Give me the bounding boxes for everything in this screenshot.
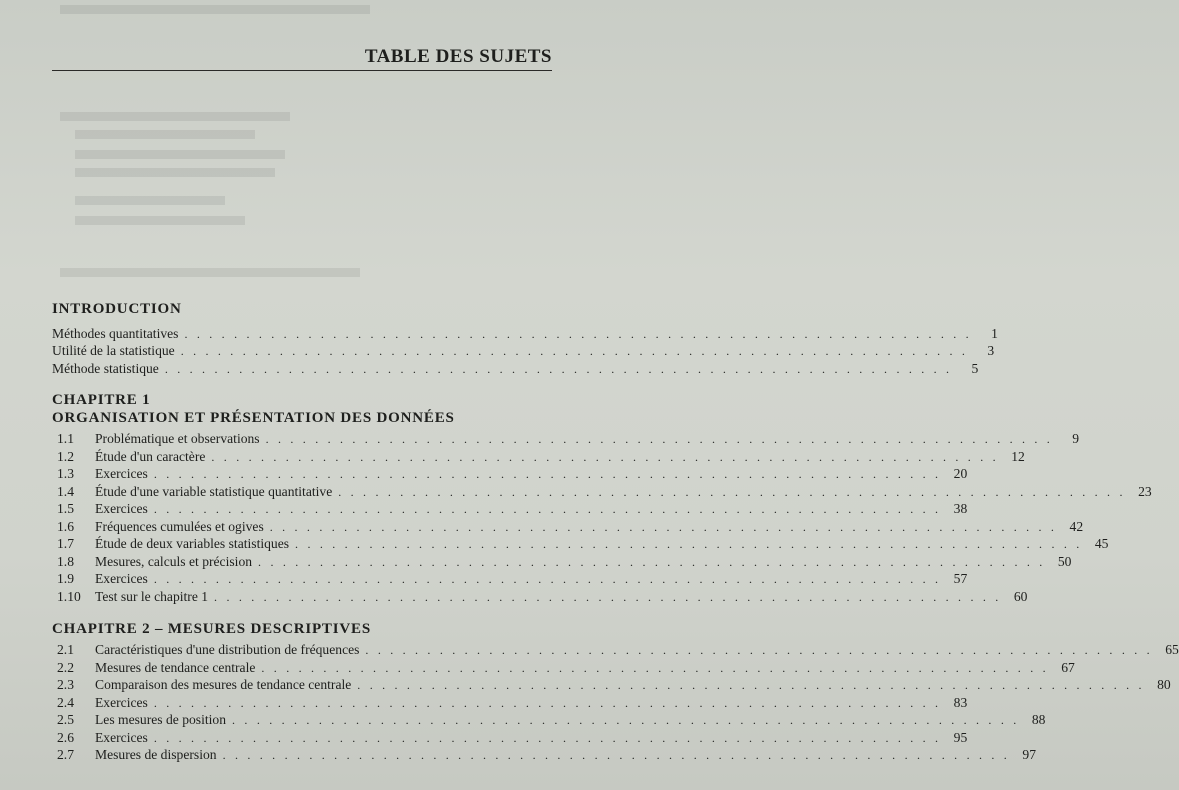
entry-page: 23 bbox=[1138, 483, 1152, 499]
entry-page: 9 bbox=[1072, 431, 1080, 446]
entry-label: Fréquences cumulées et ogives bbox=[95, 518, 264, 534]
entry-number: 1.8 bbox=[57, 553, 74, 569]
entry-page: 65 bbox=[1165, 642, 1179, 657]
entry-label: Mesures de dispersion bbox=[95, 747, 217, 762]
entry-label: Méthodes quantitatives bbox=[52, 325, 179, 341]
entry-number: 1.10 bbox=[57, 588, 81, 604]
page-title: TABLE DES SUJETS bbox=[364, 46, 552, 67]
entry-number: 1.7 bbox=[57, 536, 74, 551]
dot-leader: . . . . . . . . . . . . . . . . . . . . . . . . . . . . . . . . . . . . . . . . . . . . . . . . . . . . . . . . . . . . . . . . bbox=[153, 502, 942, 516]
entry-page: 95 bbox=[953, 729, 968, 745]
entry-page: 5 bbox=[971, 360, 979, 376]
entry-page: 60 bbox=[1013, 588, 1028, 604]
entry-page: 3 bbox=[987, 343, 995, 358]
toc-entry bbox=[52, 482, 1152, 500]
dot-leader: . . . . . . . . . . . . . . . . . . . . . . . . . . . . . . . . . . . . . . . . . . . . . . . . . . . . . . . . . . . . . . . . bbox=[365, 643, 1153, 657]
entry-number: 1.9 bbox=[57, 571, 74, 586]
dot-leader: . . . . . . . . . . . . . . . . . . . . . . . . . . . . . . . . . . . . . . . . . . . . . . . . . . . . . . . . . . . . . . . . bbox=[357, 678, 1145, 692]
toc-entry bbox=[52, 430, 1080, 448]
toc-entry bbox=[52, 587, 1028, 605]
page-header bbox=[52, 40, 552, 71]
dot-leader: . . . . . . . . . . . . . . . . . . . . . . . . . . . . . . . . . . . . . . . . . . . . . . . . . . . . . . . . . . . . . . . . bbox=[153, 730, 942, 745]
entry-label: Mesures, calculs et précision bbox=[95, 553, 253, 569]
dot-leader: . . . . . . . . . . . . . . . . . . . . . . . . . . . . . . . . . . . . . . . . . . . . . . . . . . . . . . . . . . . . . . . . bbox=[265, 432, 1054, 446]
toc-entry bbox=[52, 517, 1084, 535]
entry-label: Comparaison des mesures de tendance centrale bbox=[95, 677, 352, 692]
table-of-contents bbox=[52, 300, 1179, 763]
chapter-1-title: ORGANISATION ET PRÉSENTATION DES DONNÉES bbox=[52, 409, 455, 426]
toc-entry bbox=[52, 359, 979, 377]
chapter-1-heading: CHAPITRE 1 bbox=[52, 391, 151, 408]
entry-label: Étude d'un caractère bbox=[95, 448, 206, 464]
toc-entry bbox=[52, 552, 1072, 570]
entry-number: 2.4 bbox=[57, 694, 74, 710]
entry-label: Exercices bbox=[95, 571, 148, 586]
entry-label: Exercices bbox=[95, 466, 148, 481]
toc-entry bbox=[52, 746, 1036, 764]
dot-leader: . . . . . . . . . . . . . . . . . . . . . . . . . . . . . . . . . . . . . . . . . . . . . . . . . . . . . . . . . . . . . . . . bbox=[258, 554, 1046, 569]
toc-entry bbox=[52, 693, 968, 711]
dot-leader: . . . . . . . . . . . . . . . . . . . . . . . . . . . . . . . . . . . . . . . . . . . . . . . . . . . . . . . . . . . . . . . . bbox=[269, 519, 1058, 534]
entry-page: 42 bbox=[1069, 518, 1084, 534]
entry-number: 2.6 bbox=[57, 729, 74, 745]
chapter-2-entries bbox=[52, 641, 1179, 764]
entry-number: 2.7 bbox=[57, 747, 74, 762]
entry-page: 97 bbox=[1022, 747, 1036, 762]
entry-page: 12 bbox=[1011, 448, 1025, 464]
dot-leader: . . . . . . . . . . . . . . . . . . . . . . . . . . . . . . . . . . . . . . . . . . . . . . . . . . . . . . . . . . . . . . . . bbox=[222, 748, 1010, 762]
entry-page: 80 bbox=[1157, 677, 1171, 692]
toc-entry bbox=[52, 465, 968, 483]
dot-leader: . . . . . . . . . . . . . . . . . . . . . . . . . . . . . . . . . . . . . . . . . . . . . . . . . . . . . . . . . . . . . . . . bbox=[295, 537, 1083, 551]
toc-entry bbox=[52, 658, 1075, 676]
dot-leader: . . . . . . . . . . . . . . . . . . . . . . . . . . . . . . . . . . . . . . . . . . . . . . . . . . . . . . . . . . . . . . . . bbox=[211, 449, 999, 464]
entry-page: 50 bbox=[1057, 553, 1072, 569]
entry-number: 2.2 bbox=[57, 659, 74, 675]
entry-label: Utilité de la statistique bbox=[52, 343, 175, 358]
chapter-1-entries bbox=[52, 430, 1152, 605]
toc-entry bbox=[52, 676, 1171, 694]
entry-number: 1.3 bbox=[57, 466, 74, 481]
entry-page: 1 bbox=[991, 325, 998, 341]
entry-page: 38 bbox=[953, 501, 968, 516]
toc-entry bbox=[52, 447, 1025, 465]
toc-entry bbox=[52, 570, 968, 588]
entry-number: 1.2 bbox=[57, 448, 74, 464]
dot-leader: . . . . . . . . . . . . . . . . . . . . . . . . . . . . . . . . . . . . . . . . . . . . . . . . . . . . . . . . . . . . . . . . bbox=[180, 344, 969, 358]
entry-label: Étude d'une variable statistique quantitative bbox=[95, 483, 333, 499]
entry-label: Problématique et observations bbox=[95, 431, 260, 446]
entry-label: Caractéristiques d'une distribution de fréquences bbox=[95, 642, 360, 657]
toc-entry bbox=[52, 641, 1179, 659]
entry-number: 1.4 bbox=[57, 483, 74, 499]
dot-leader: . . . . . . . . . . . . . . . . . . . . . . . . . . . . . . . . . . . . . . . . . . . . . . . . . . . . . . . . . . . . . . . . bbox=[184, 326, 972, 341]
entry-label: Méthode statistique bbox=[52, 360, 159, 376]
toc-entry bbox=[52, 535, 1109, 553]
entry-page: 88 bbox=[1031, 712, 1046, 727]
entry-label: Test sur le chapitre 1 bbox=[95, 588, 209, 604]
entry-page: 57 bbox=[953, 571, 968, 586]
entry-page: 83 bbox=[953, 694, 968, 710]
dot-leader: . . . . . . . . . . . . . . . . . . . . . . . . . . . . . . . . . . . . . . . . . . . . . . . . . . . . . . . . . . . . . . . . bbox=[153, 695, 942, 710]
toc-entry bbox=[52, 711, 1046, 729]
entry-number: 1.6 bbox=[57, 518, 74, 534]
entry-page: 67 bbox=[1061, 659, 1075, 675]
dot-leader: . . . . . . . . . . . . . . . . . . . . . . . . . . . . . . . . . . . . . . . . . . . . . . . . . . . . . . . . . . . . . . . . bbox=[338, 484, 1126, 499]
dot-leader: . . . . . . . . . . . . . . . . . . . . . . . . . . . . . . . . . . . . . . . . . . . . . . . . . . . . . . . . . . . . . . . . bbox=[214, 589, 1002, 604]
dot-leader: . . . . . . . . . . . . . . . . . . . . . . . . . . . . . . . . . . . . . . . . . . . . . . . . . . . . . . . . . . . . . . . . bbox=[164, 361, 953, 376]
dot-leader: . . . . . . . . . . . . . . . . . . . . . . . . . . . . . . . . . . . . . . . . . . . . . . . . . . . . . . . . . . . . . . . . bbox=[261, 660, 1049, 675]
entry-page: 45 bbox=[1094, 536, 1109, 551]
entry-label: Exercices bbox=[95, 729, 148, 745]
entry-label: Les mesures de position bbox=[95, 712, 227, 727]
entry-label: Exercices bbox=[95, 501, 148, 516]
entry-number: 2.3 bbox=[57, 677, 74, 692]
entry-label: Étude de deux variables statistiques bbox=[95, 536, 290, 551]
section-heading-introduction: INTRODUCTION bbox=[52, 301, 182, 317]
dot-leader: . . . . . . . . . . . . . . . . . . . . . . . . . . . . . . . . . . . . . . . . . . . . . . . . . . . . . . . . . . . . . . . . bbox=[232, 713, 1020, 727]
dot-leader: . . . . . . . . . . . . . . . . . . . . . . . . . . . . . . . . . . . . . . . . . . . . . . . . . . . . . . . . . . . . . . . . bbox=[153, 467, 942, 481]
entry-label: Mesures de tendance centrale bbox=[95, 659, 256, 675]
toc-entry bbox=[52, 324, 998, 342]
dot-leader: . . . . . . . . . . . . . . . . . . . . . . . . . . . . . . . . . . . . . . . . . . . . . . . . . . . . . . . . . . . . . . . . bbox=[153, 572, 942, 586]
entry-number: 2.1 bbox=[57, 642, 74, 657]
toc-entry bbox=[52, 728, 968, 746]
toc-entry bbox=[52, 500, 968, 518]
introduction-entries bbox=[52, 324, 998, 377]
entry-number: 2.5 bbox=[57, 712, 74, 727]
entry-number: 1.1 bbox=[57, 431, 74, 446]
toc-entry bbox=[52, 342, 995, 360]
entry-page: 20 bbox=[953, 466, 968, 481]
entry-number: 1.5 bbox=[57, 501, 74, 516]
chapter-2-heading: CHAPITRE 2 – MESURES DESCRIPTIVES bbox=[52, 620, 371, 637]
entry-label: Exercices bbox=[95, 694, 148, 710]
